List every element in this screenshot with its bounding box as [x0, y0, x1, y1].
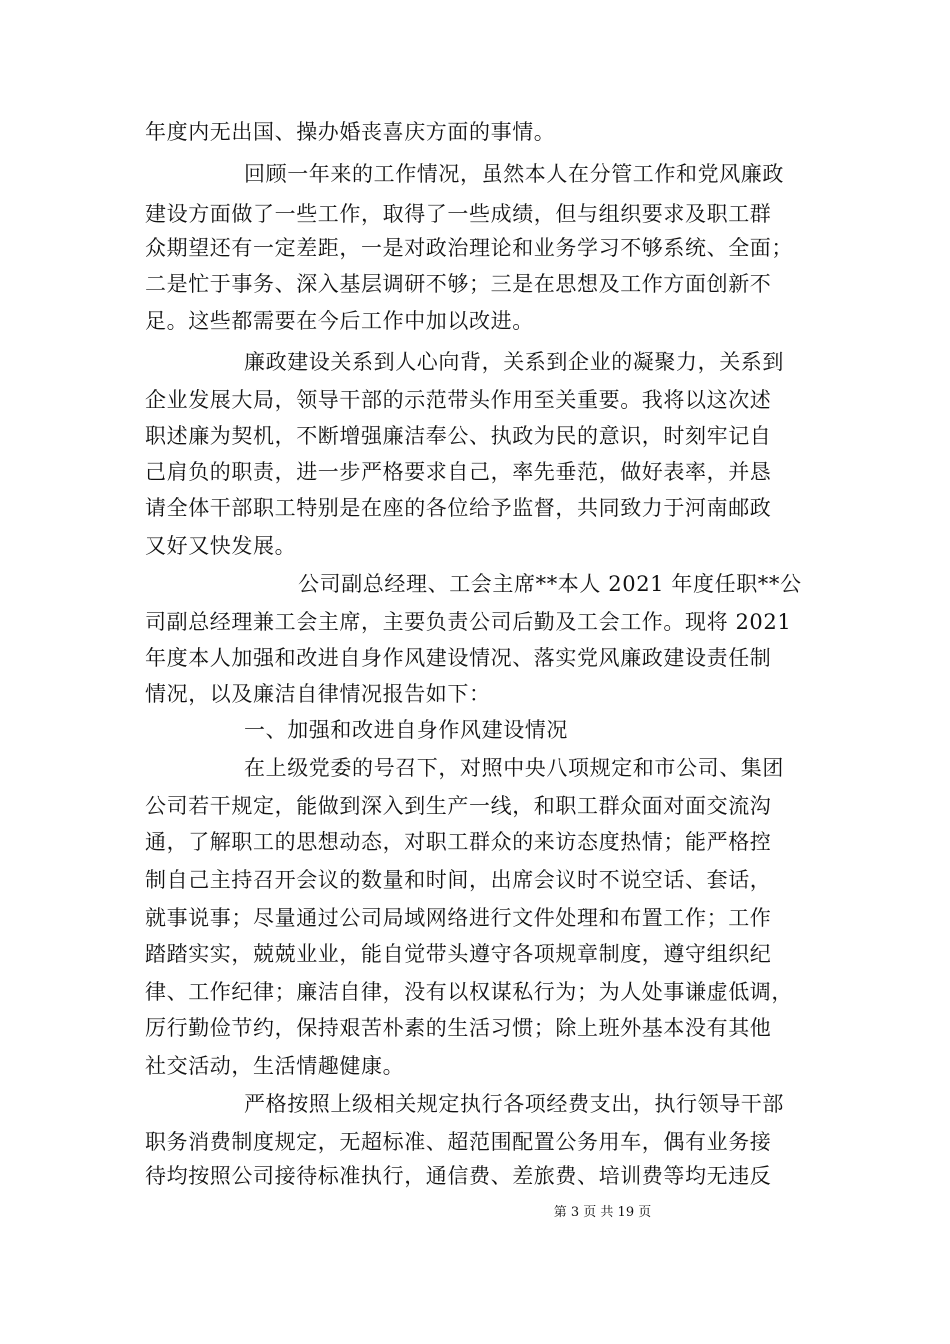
text-line: 回顾一年来的工作情况，虽然本人在分管工作和党风廉政 [244, 162, 784, 186]
text-line: 年度内无出国、操办婚丧喜庆方面的事情。 [145, 120, 556, 144]
text-line: 踏踏实实，兢兢业业，能自觉带头遵守各项规章制度，遵守组织纪 [145, 942, 772, 966]
text-line: 建设方面做了一些工作，取得了一些成绩，但与组织要求及职工群 [145, 202, 772, 226]
text-line: 厉行勤俭节约，保持艰苦朴素的生活习惯；除上班外基本没有其他 [145, 1016, 772, 1040]
text-line: 年度本人加强和改进自身作风建设情况、落实党风廉政建设责任制 [145, 646, 772, 670]
section-heading: 一、加强和改进自身作风建设情况 [244, 718, 568, 742]
text-line: 严格按照上级相关规定执行各项经费支出，执行领导干部 [244, 1092, 784, 1116]
text-line: 通，了解职工的思想动态，对职工群众的来访态度热情；能严格控 [145, 830, 772, 854]
page-number: 第 3 页 共 19 页 [553, 1205, 652, 1220]
text-line: 请全体干部职工特别是在座的各位给予监督，共同致力于河南邮政 [145, 496, 772, 520]
text-line: 公司副总经理、工会主席**本人 2021 年度任职**公 [298, 572, 802, 596]
text-line: 廉政建设关系到人心向背，关系到企业的凝聚力，关系到 [244, 350, 784, 374]
text-line: 社交活动，生活情趣健康。 [145, 1054, 405, 1078]
text-line: 又好又快发展。 [145, 534, 297, 558]
text-line: 职务消费制度规定，无超标准、超范围配置公务用车，偶有业务接 [145, 1130, 772, 1154]
text-line: 己肩负的职责，进一步严格要求自己，率先垂范，做好表率，并恳 [145, 460, 772, 484]
text-line: 众期望还有一定差距，一是对政治理论和业务学习不够系统、全面； [145, 236, 793, 260]
text-line: 职述廉为契机，不断增强廉洁奉公、执政为民的意识，时刻牢记自 [145, 424, 772, 448]
text-line: 就事说事；尽量通过公司局域网络进行文件处理和布置工作；工作 [145, 906, 772, 930]
text-line: 待均按照公司接待标准执行，通信费、差旅费、培训费等均无违反 [145, 1164, 772, 1188]
text-line: 律、工作纪律；廉洁自律，没有以权谋私行为；为人处事谦虚低调， [145, 980, 793, 1004]
text-line: 情况，以及廉洁自律情况报告如下： [145, 682, 491, 706]
text-line: 企业发展大局，领导干部的示范带头作用至关重要。我将以这次述 [145, 388, 772, 412]
text-line: 足。这些都需要在今后工作中加以改进。 [145, 309, 534, 333]
text-line: 在上级党委的号召下，对照中央八项规定和市公司、集团 [244, 756, 784, 780]
text-line: 制自己主持召开会议的数量和时间，出席会议时不说空话、套话， [145, 868, 772, 892]
text-line: 二是忙于事务、深入基层调研不够；三是在思想及工作方面创新不 [145, 272, 772, 296]
page-footer [0, 1205, 950, 1221]
text-line: 公司若干规定，能做到深入到生产一线，和职工群众面对面交流沟 [145, 794, 772, 818]
text-line: 司副总经理兼工会主席，主要负责公司后勤及工会工作。现将 2021 [145, 610, 792, 634]
